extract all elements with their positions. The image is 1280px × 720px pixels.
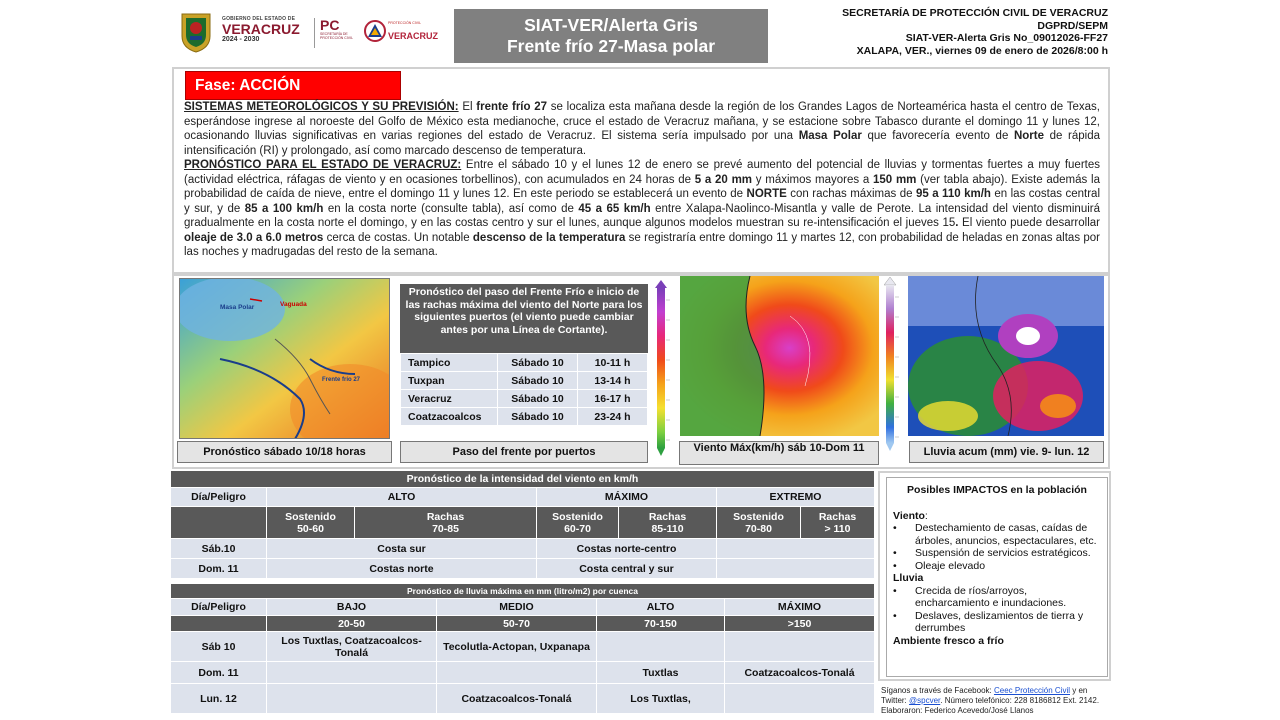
rain-range-medio: 50-70 [437,616,597,632]
rain-level-maximo: MÁXIMO [725,599,875,616]
cell-label: Rachas [426,510,465,523]
logo-gov-small: GOBIERNO DEL ESTADO DE [222,16,296,22]
wind-row-maximo: Costas norte-centro [537,539,717,559]
wind-ext-rachas [801,507,875,539]
text-run: cerca de costas. Un notable [323,231,473,244]
table-row [401,372,648,390]
wind-row-maximo: Costa central y sur [537,559,717,579]
rain-level-bajo: BAJO [267,599,437,616]
rain-row-alto: Tuxtlas [597,662,725,684]
forecast-text [184,100,1100,260]
systems-heading: SISTEMAS METEOROLÓGICOS Y SU PREVISIÓN: [184,101,459,113]
rain-range-bajo: 20-50 [267,616,437,632]
port-time: 13-14 h [578,372,648,390]
text-run-bold: oleaje de 3.0 a 6.0 metros [184,231,324,244]
impacts-wind-colon: : [924,509,928,522]
rain-colorbar [884,277,906,451]
rain-row-day: Sáb 10 [171,632,267,662]
wind-row-alto: Costa sur [267,539,537,559]
impacts-wind-list [893,522,1101,572]
list-item: • Destechamiento de casas, caídas de árboles, anuncios, espectaculares, etc. [893,522,1101,547]
caption-wind-max [679,441,879,465]
rain-row-bajo [267,684,437,714]
text-run-bold: frente frío 27 [476,101,548,113]
impacts-wind-label: Viento [893,509,925,522]
wind-max-rachas [619,507,717,539]
port-day: Sábado 10 [498,372,578,390]
list-item: • Suspensión de servicios estratégicos. [893,547,1101,560]
port-day: Sábado 10 [498,408,578,426]
text-run-bold: 95 a 110 km/h [915,188,991,200]
cell-value: 85-110 [651,522,684,535]
caption-ports [400,441,648,463]
rain-row-medio: Coatzacoalcos-Tonalá [437,684,597,714]
rain-range-empty [171,616,267,632]
text-run-bold: NORTE [746,188,787,200]
rain-map-graphic [908,276,1104,436]
bulletin-title [454,9,768,63]
wind-col-day: Día/Peligro [171,488,267,507]
twitter-link[interactable]: @spcver [909,695,941,705]
caption-rain [909,441,1104,463]
table-row [401,408,648,426]
rain-col-day: Día/Peligro [171,599,267,616]
forecast-heading: PRONÓSTICO PARA EL ESTADO DE VERACRUZ: [184,159,462,171]
rain-row-maximo [725,632,875,662]
text-run: Entre el sábado 10 y el lunes 12 de enero se prevé aumento del potencial de lluvias y tormentas fuertes a muy fuertes (actividad eléctrica, ráfagas de viento y en ocasiones torbellinos), con acumulados en 24 horas de [184,159,1100,186]
text-run-bold: Norte [1013,130,1044,142]
text-run-bold: descenso de la temperatura [472,231,626,244]
impacts-wind-heading [893,510,1101,523]
header-info [842,7,1108,57]
text-run-bold: Masa Polar [798,130,862,142]
pc-logo [320,18,370,48]
place-date: XALAPA, VER., viernes 09 de enero de 2026/8:00 h [856,44,1108,57]
wind-level-alto: ALTO [267,488,537,507]
text-run: en las costas central y sur, y de [184,188,1100,215]
map-label-masa-polar: Masa Polar [220,304,255,311]
text-run: y máximos mayores a [752,173,874,186]
list-item: • Crecida de ríos/arroyos, encharcamiento e inundaciones. [893,585,1101,610]
text-run: entre Xalapa-Naolinco-Misantla y valle de Perote. La intensidad del viento disminuirá gradualmente en la costa norte el domingo, y en las costas centro y sur el lunes, aunque algunos modelos muestran su re-intensificación el jueves 15 [184,202,1101,229]
header-logos [178,10,439,56]
logo-gov-name: VERACRUZ [222,21,300,37]
wind-alto-sostenido [267,507,355,539]
logo-pcv-name: VERACRUZ [388,31,439,41]
logo-divider [314,18,315,48]
text-run: se registraría entre domingo 11 y martes 12, con probabilidad de heladas en zonas altas por las noches y madrugadas del resto de la semana. [184,231,1100,258]
cell-value: 70-85 [432,522,459,535]
footer-contact [881,686,1111,715]
table-row [401,354,648,372]
text-run: de rápida intensificación (RI) y prolongado, así como marcado descenso de temperatura. [184,130,1100,157]
wind-alto-rachas [355,507,537,539]
rain-table [170,583,875,714]
table-row [171,539,875,559]
impacts-closing: Ambiente fresco a frío [893,634,1004,647]
title-line-2: Frente frío 27-Masa polar [506,36,716,56]
text-run-bold: 150 mm [873,173,917,186]
front-map-graphic [180,279,390,439]
wind-ext-sostenido [717,507,801,539]
footer-text: Síganos a través de Facebook: [881,686,994,695]
text-run: con rachas máximas de [786,188,916,200]
text-run: se localiza esta mañana desde la región de los Grandes Lagos de Norteamérica hasta el centro de Texas, esperándose ingrese al noroeste del Golfo de México esta medianoche, cruce el estado de Veracruz mañana, y se estacione sobre Tabasco durante el domingo 11 y lunes 12, ocasionando lluvias significativas en varias regiones del estado de Veracruz. El sistema sería impulsado por una [184,101,1100,142]
impacts-box [886,477,1108,677]
impacts-title: Posibles IMPACTOS en la población [907,484,1087,496]
logo-pc-title: PC [320,17,340,33]
caption-text: Paso del frente por puertos [452,446,596,458]
rain-row-day: Dom. 11 [171,662,267,684]
text-run-bold: . [955,217,959,229]
port-name: Tuxpan [401,372,498,390]
text-run: en la costa norte (consulte tabla), así como de [323,202,579,215]
rain-row-maximo [725,684,875,714]
table-row [171,559,875,579]
footer-text: y en Twitter: [881,686,1088,705]
wind-max-map [680,276,879,436]
text-run: (ver tabla abajo). Existe además la probabilidad de caída de nieve, entre el domingo 11 y lunes 12. En este periodo se establecerá un evento de [184,173,1100,200]
department-code: DGPRD/SEPM [1037,19,1108,32]
cell-value: > 110 [824,522,851,535]
port-day: Sábado 10 [498,354,578,372]
wind-level-extremo: EXTREMO [717,488,875,507]
rain-level-alto: ALTO [597,599,725,616]
systems-paragraph [184,100,1100,158]
forecast-paragraph [184,158,1100,260]
rain-range-alto: 70-150 [597,616,725,632]
table-row [401,390,648,408]
logo-pc-sub: SECRETARÍA DE PROTECCIÓN CIVIL [320,32,354,40]
rain-accumulation-map [908,276,1104,436]
wind-row-extremo [717,559,875,579]
cell-value: 60-70 [564,522,591,535]
rain-row-maximo: Coatzacoalcos-Tonalá [725,662,875,684]
phase-label: Fase: ACCIÓN [195,77,301,94]
rain-row-bajo [267,662,437,684]
port-name: Coatzacoalcos [401,408,498,426]
table-row [171,662,875,684]
logo-gov-years: 2024 - 2030 [222,36,260,43]
list-item: • Deslaves, deslizamientos de tierra y derrumbes [893,610,1101,635]
title-line-1: SIAT-VER/Alerta Gris [524,15,698,35]
wind-row-alto: Costas norte [267,559,537,579]
cell-label: Sostenido [552,510,603,523]
rain-range-maximo: >150 [725,616,875,632]
rain-row-alto [597,632,725,662]
rain-level-medio: MEDIO [437,599,597,616]
facebook-link[interactable]: Ceec Protección Civil [993,686,1070,695]
wind-level-maximo: MÁXIMO [537,488,717,507]
ports-title: Pronóstico del paso del Frente Frío e inicio de las rachas máxima del viento del Norte para los siguientes puertos (el viento puede cambiar antes por una Línea de Cortante). [400,284,648,353]
ports-table [400,284,648,426]
impacts-panel [878,471,1111,681]
port-name: Veracruz [401,390,498,408]
ports-rows [400,353,648,426]
rain-row-bajo: Los Tuxtlas, Coatzacoalcos-Tonalá [267,632,437,662]
port-time: 16-17 h [578,390,648,408]
port-name: Tampico [401,354,498,372]
agency-name: SECRETARÍA DE PROTECCIÓN CIVIL DE VERACRUZ [842,7,1108,19]
caption-text: Viento Máx(km/h) sáb 10-Dom 11 [693,442,865,454]
text-run-bold: 5 a 20 mm [694,173,753,186]
caption-front-forecast [177,441,392,463]
text-run: El viento puede desarrollar [958,217,1100,229]
cell-label: Sostenido [285,510,336,523]
rain-row-medio: Tecolutla-Actopan, Uxpanapa [437,632,597,662]
wind-map-graphic [680,276,879,436]
rain-row-alto: Los Tuxtlas, [597,684,725,714]
rain-row-day: Lun. 12 [171,684,267,714]
cell-value: 70-80 [745,522,772,535]
impacts-rain-list [893,585,1101,635]
cell-label: Sostenido [733,510,784,523]
wind-subheader-empty [171,507,267,539]
footer-text: . Número telefónico: 228 8186812 Ext. 2142. Elaboraron: Federico Acevedo/José Llanos [881,695,1100,715]
civil-protection-icon [364,20,386,42]
wind-colorbar [655,280,677,456]
front-forecast-map [179,278,390,439]
wind-intensity-table [170,470,875,579]
text-run: El [458,101,477,113]
wind-table-title: Pronóstico de la intensidad del viento en km/h [171,471,875,488]
logo-pcv-sub: PROTECCIÓN CIVIL [388,21,422,25]
text-run: que favorecería evento de [861,130,1014,142]
cell-label: Rachas [818,510,857,523]
table-row [171,684,875,714]
caption-text: Pronóstico sábado 10/18 horas [203,446,366,458]
veracruz-seal-icon [178,10,214,54]
wind-table [170,470,874,714]
cell-value: 50-60 [297,522,324,535]
wind-row-day: Sáb.10 [171,539,267,559]
impacts-rain-label: Lluvia [893,572,924,584]
veracruz-government-logo [222,16,310,50]
wind-row-day: Dom. 11 [171,559,267,579]
rain-table-title: Pronóstico de lluvia máxima en mm (litro/m2) por cuenca [171,584,875,599]
list-item: • Oleaje elevado [893,560,1101,573]
port-time: 10-11 h [578,354,648,372]
wind-row-extremo [717,539,875,559]
text-run-bold: 45 a 65 km/h [578,202,651,215]
rain-row-medio [437,662,597,684]
bulletin-id: SIAT-VER-Alerta Gris No_09012026-FF27 [905,32,1108,44]
wind-max-sostenido [537,507,619,539]
pc-veracruz-logo [364,18,439,50]
cell-label: Rachas [648,510,687,523]
caption-text: Lluvia acum (mm) vie. 9- lun. 12 [923,446,1090,458]
map-label-frente: Frente frío 27 [322,377,361,383]
phase-badge [185,71,401,100]
port-time: 23-24 h [578,408,648,426]
table-row [171,632,875,662]
map-label-vaguada: Vaguada [280,301,307,308]
port-day: Sábado 10 [498,390,578,408]
text-run-bold: 85 a 100 km/h [244,202,324,215]
